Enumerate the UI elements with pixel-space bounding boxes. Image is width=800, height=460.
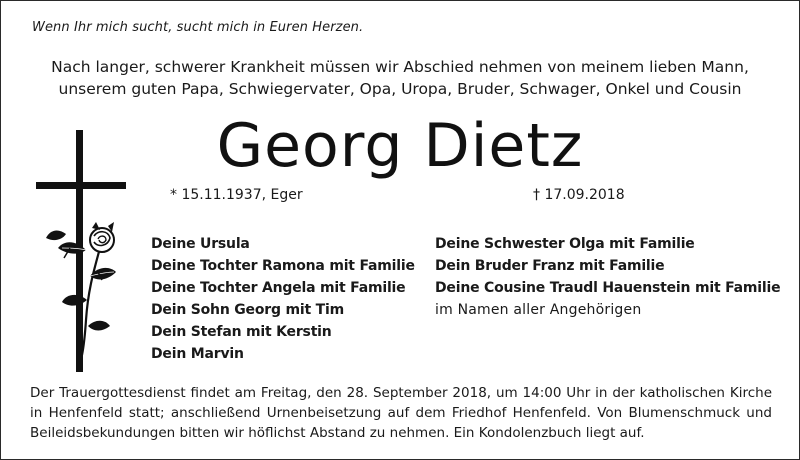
service-details: Der Trauergottesdienst findet am Freitag, den 28. September 2018, um 14:00 Uhr in der katholischen Kirche in Henfenfeld statt; anschließend Urnenbeisetzung auf dem Friedhof Henfenfeld. Von Blumenschmuck und Beileidsbekundungen bitten wir höflichst Abstand zu nehmen. Ein Kondolenzbuch liegt auf. [30, 385, 772, 441]
mourners-note: im Namen aller Angehörigen [435, 302, 642, 318]
mourners-left-column [151, 233, 415, 365]
mourner-line: Dein Marvin [151, 346, 244, 362]
mourner-line: Dein Stefan mit Kerstin [151, 324, 332, 340]
birth-date: * 15.11.1937, Eger [170, 187, 303, 203]
mourner-line: Deine Tochter Ramona mit Familie [151, 258, 415, 274]
mourner-line: Dein Bruder Franz mit Familie [435, 258, 665, 274]
deceased-name: Georg Dietz [216, 111, 584, 181]
cross-with-rose-icon [36, 130, 136, 379]
mourner-line: Dein Sohn Georg mit Tim [151, 302, 344, 318]
mourner-line: Deine Schwester Olga mit Familie [435, 236, 695, 252]
mourners-right-column [435, 233, 780, 321]
intro-line-1: Nach langer, schwerer Krankheit müssen wir Abschied nehmen von meinem lieben Mann, [51, 58, 749, 76]
mourner-line: Deine Ursula [151, 236, 250, 252]
motto-text: Wenn Ihr mich sucht, sucht mich in Euren Herzen. [32, 20, 364, 35]
mourner-line: Deine Tochter Angela mit Familie [151, 280, 406, 296]
intro-line-2: unserem guten Papa, Schwiegervater, Opa, Uropa, Bruder, Schwager, Onkel und Cousin [58, 80, 742, 98]
death-date: † 17.09.2018 [533, 187, 625, 203]
mourner-line: Deine Cousine Traudl Hauenstein mit Familie [435, 280, 781, 296]
